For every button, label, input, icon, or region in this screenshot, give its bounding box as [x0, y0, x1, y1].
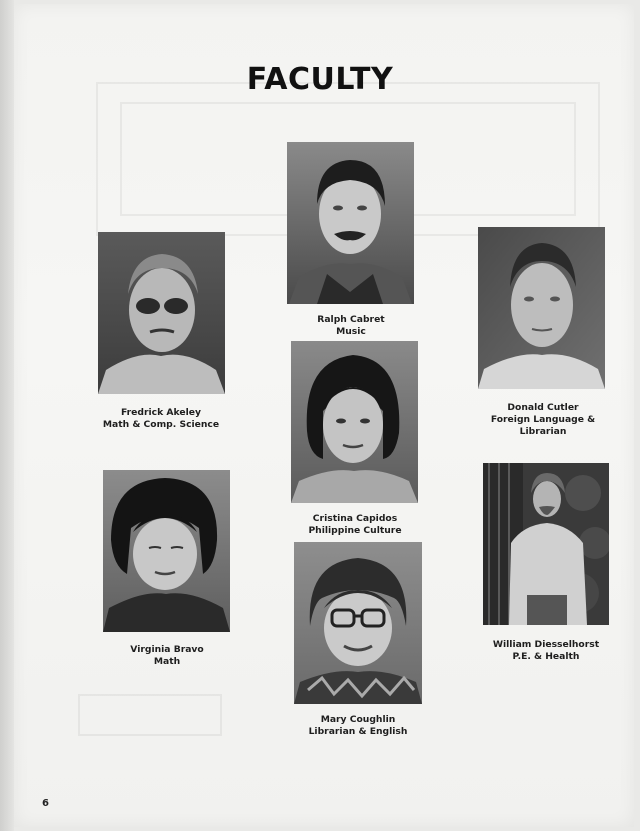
portrait-photo-mary-coughlin	[294, 542, 422, 704]
faculty-role-line2: Librarian	[519, 426, 567, 437]
faculty-name: Fredrick Akeley	[120, 407, 202, 418]
portrait-photo-ralph-cabret	[287, 142, 414, 304]
faculty-name: William Diesselhorst	[492, 639, 600, 650]
caption-virginia-bravo	[72, 644, 262, 668]
faculty-role: Librarian & English	[308, 726, 408, 737]
faculty-role: Music	[336, 326, 366, 337]
faculty-role: P.E. & Health	[512, 651, 580, 662]
caption-cristina-capidos	[260, 513, 450, 537]
portrait-photo-cristina-capidos	[291, 341, 418, 503]
portrait-photo-virginia-bravo	[103, 470, 230, 632]
faculty-name: Virginia Bravo	[130, 644, 204, 655]
page-binding-edge	[0, 0, 14, 831]
page-number: 6	[42, 798, 49, 809]
bleed-through-box	[78, 694, 222, 736]
faculty-name: Cristina Capidos	[312, 513, 398, 524]
portrait-photo-william-diesselhorst	[483, 463, 609, 625]
faculty-name: Donald Cutler	[507, 402, 579, 413]
faculty-name: Ralph Cabret	[317, 314, 385, 325]
page-title: FACULTY	[246, 62, 394, 97]
faculty-role: Math	[153, 656, 181, 667]
caption-mary-coughlin	[263, 714, 453, 738]
portrait-photo-fredrick-akeley	[98, 232, 225, 394]
caption-ralph-cabret	[256, 314, 446, 338]
caption-donald-cutler	[448, 402, 638, 438]
faculty-role: Foreign Language &	[490, 414, 596, 425]
portrait-photo-donald-cutler	[478, 227, 605, 389]
faculty-role: Philippine Culture	[308, 525, 402, 536]
faculty-role: Math & Comp. Science	[102, 419, 220, 430]
caption-william-diesselhorst	[451, 639, 640, 663]
caption-fredrick-akeley	[66, 407, 256, 431]
faculty-name: Mary Coughlin	[320, 714, 396, 725]
